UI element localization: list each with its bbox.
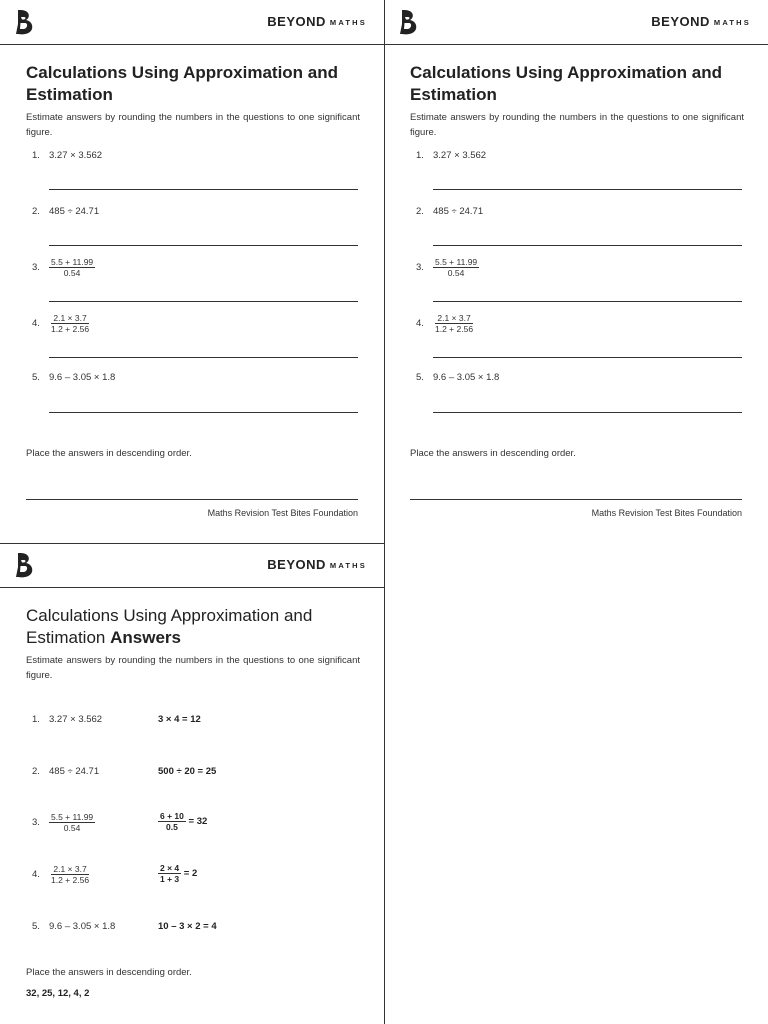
answer-line[interactable]: [49, 301, 358, 302]
answer-line[interactable]: [433, 357, 742, 358]
order-answer-line[interactable]: [26, 499, 358, 500]
fraction-numerator: 2.1 × 3.7: [53, 864, 87, 874]
worksheet-title: Calculations Using Approximation and Estimation: [410, 63, 723, 104]
answers-question-4: [32, 864, 91, 885]
fraction-numerator: 5.5 + 11.99: [51, 812, 94, 822]
question-5: [32, 372, 115, 383]
answer-result: = 32: [188, 816, 208, 828]
header-rule: [0, 44, 384, 45]
question-text: 485 ÷ 24.71: [433, 206, 484, 217]
question-number: 1.: [32, 150, 40, 161]
answers-place-instruction: Place the answers in descending order.: [26, 967, 192, 978]
answer-line[interactable]: [49, 357, 358, 358]
question-number: 2.: [32, 766, 40, 777]
question-1: [32, 150, 102, 161]
fraction-denominator: 1.2 + 2.56: [435, 324, 474, 334]
fraction-numerator: 5.5 + 11.99: [435, 257, 478, 267]
question-3: [416, 257, 479, 278]
fraction-denominator: 0.54: [447, 268, 465, 278]
question-number: 4.: [416, 318, 424, 330]
question-number: 3.: [32, 817, 40, 829]
answer-result: = 2: [183, 868, 198, 880]
worksheet-panel-right: [384, 0, 768, 543]
answer-line[interactable]: [49, 412, 358, 413]
answer-line[interactable]: [433, 189, 742, 190]
question-fraction: [49, 313, 91, 334]
question-number: 2.: [32, 206, 40, 217]
fraction-denominator: 0.54: [63, 823, 81, 833]
place-instruction: Place the answers in descending order.: [26, 448, 192, 459]
question-text: 9.6 – 3.05 × 1.8: [49, 372, 116, 383]
question-number: 5.: [416, 372, 424, 383]
answers-question-1: [32, 714, 102, 725]
question-number: 1.: [416, 150, 424, 161]
answer-2: 500 ÷ 20 = 25: [158, 766, 217, 777]
beyond-logo-icon: [398, 8, 420, 36]
fraction-numerator: 2.1 × 3.7: [437, 313, 471, 323]
footer-text: Maths Revision Test Bites Foundation: [207, 508, 358, 518]
question-text: 485 ÷ 24.71: [49, 206, 100, 217]
question-3: [32, 257, 95, 278]
answer-line[interactable]: [433, 245, 742, 246]
question-number: 5.: [32, 372, 40, 383]
question-number: 3.: [416, 262, 424, 274]
fraction-numerator: 6 + 10: [160, 811, 184, 821]
question-number: 5.: [32, 921, 40, 932]
header-rule: [384, 44, 768, 45]
answer-line[interactable]: [433, 412, 742, 413]
brand-wordmark: [651, 14, 751, 29]
answers-panel: [0, 543, 384, 1024]
question-number: 1.: [32, 714, 40, 725]
answer-fraction: [158, 863, 181, 884]
worksheet-title: Calculations Using Approximation and Estimation: [26, 63, 339, 104]
question-fraction: [433, 257, 479, 278]
answer-line[interactable]: [49, 189, 358, 190]
fraction-denominator: 1.2 + 2.56: [51, 324, 90, 334]
question-text: 9.6 – 3.05 × 1.8: [49, 921, 116, 932]
question-fraction: [433, 313, 475, 334]
order-answer-line[interactable]: [410, 499, 742, 500]
question-text: 9.6 – 3.05 × 1.8: [433, 372, 500, 383]
answer-line[interactable]: [49, 245, 358, 246]
brand-sub: MATHS: [329, 18, 367, 27]
header: [384, 0, 768, 44]
brand-name: BEYOND: [267, 14, 326, 29]
brand-wordmark: [267, 14, 367, 29]
question-2: [416, 206, 483, 217]
answer-5: 10 – 3 × 2 = 4: [158, 921, 217, 932]
question-number: 3.: [32, 262, 40, 274]
answer-fraction: [158, 811, 186, 832]
fraction-numerator: 2.1 × 3.7: [53, 313, 87, 323]
question-fraction: [49, 864, 91, 885]
question-1: [416, 150, 486, 161]
question-4: [416, 313, 475, 334]
answer-4: [158, 863, 197, 884]
question-text: 485 ÷ 24.71: [49, 766, 100, 777]
question-text: 3.27 × 3.562: [433, 150, 487, 161]
question-2: [32, 206, 99, 217]
fraction-denominator: 0.5: [166, 822, 178, 832]
question-text: 3.27 × 3.562: [49, 150, 103, 161]
fraction-numerator: 2 × 4: [160, 863, 180, 873]
brand-sub: MATHS: [713, 18, 751, 27]
place-instruction: Place the answers in descending order.: [410, 448, 576, 459]
answer-3: [158, 811, 207, 832]
answers-question-5: [32, 921, 115, 932]
answers-intro: Estimate answers by rounding the numbers in the questions to one significant figure.: [26, 655, 360, 681]
question-number: 4.: [32, 318, 40, 330]
brand-sub: MATHS: [329, 561, 367, 570]
worksheet-intro: Estimate answers by rounding the numbers in the questions to one significant figure.: [410, 112, 744, 138]
beyond-logo-icon: [14, 551, 36, 579]
answers-question-2: [32, 766, 99, 777]
answers-title: [26, 605, 371, 649]
question-number: 4.: [32, 869, 40, 881]
beyond-logo-icon: [14, 8, 36, 36]
brand-wordmark: [267, 557, 367, 572]
question-4: [32, 313, 91, 334]
header-rule: [0, 587, 384, 588]
answer-line[interactable]: [433, 301, 742, 302]
answer-1: 3 × 4 = 12: [158, 714, 201, 725]
footer-text: Maths Revision Test Bites Foundation: [591, 508, 742, 518]
fraction-denominator: 1 + 3: [160, 874, 180, 884]
fraction-numerator: 5.5 + 11.99: [51, 257, 94, 267]
fraction-denominator: 1.2 + 2.56: [51, 875, 90, 885]
header: [0, 543, 384, 587]
question-number: 2.: [416, 206, 424, 217]
question-text: 3.27 × 3.562: [49, 714, 103, 725]
answers-question-3: [32, 812, 95, 833]
question-fraction: [49, 812, 95, 833]
question-fraction: [49, 257, 95, 278]
worksheet-intro: Estimate answers by rounding the numbers in the questions to one significant figure.: [26, 112, 360, 138]
worksheet-panel-left: [0, 0, 384, 543]
fraction-denominator: 0.54: [63, 268, 81, 278]
brand-name: BEYOND: [651, 14, 710, 29]
answers-title-main: Calculations Using Approximation and Estimation: [26, 606, 313, 647]
question-5: [416, 372, 499, 383]
header: [0, 0, 384, 44]
brand-name: BEYOND: [267, 557, 326, 572]
answers-title-bold: Answers: [110, 628, 181, 647]
order-answer: 32, 25, 12, 4, 2: [26, 988, 90, 999]
